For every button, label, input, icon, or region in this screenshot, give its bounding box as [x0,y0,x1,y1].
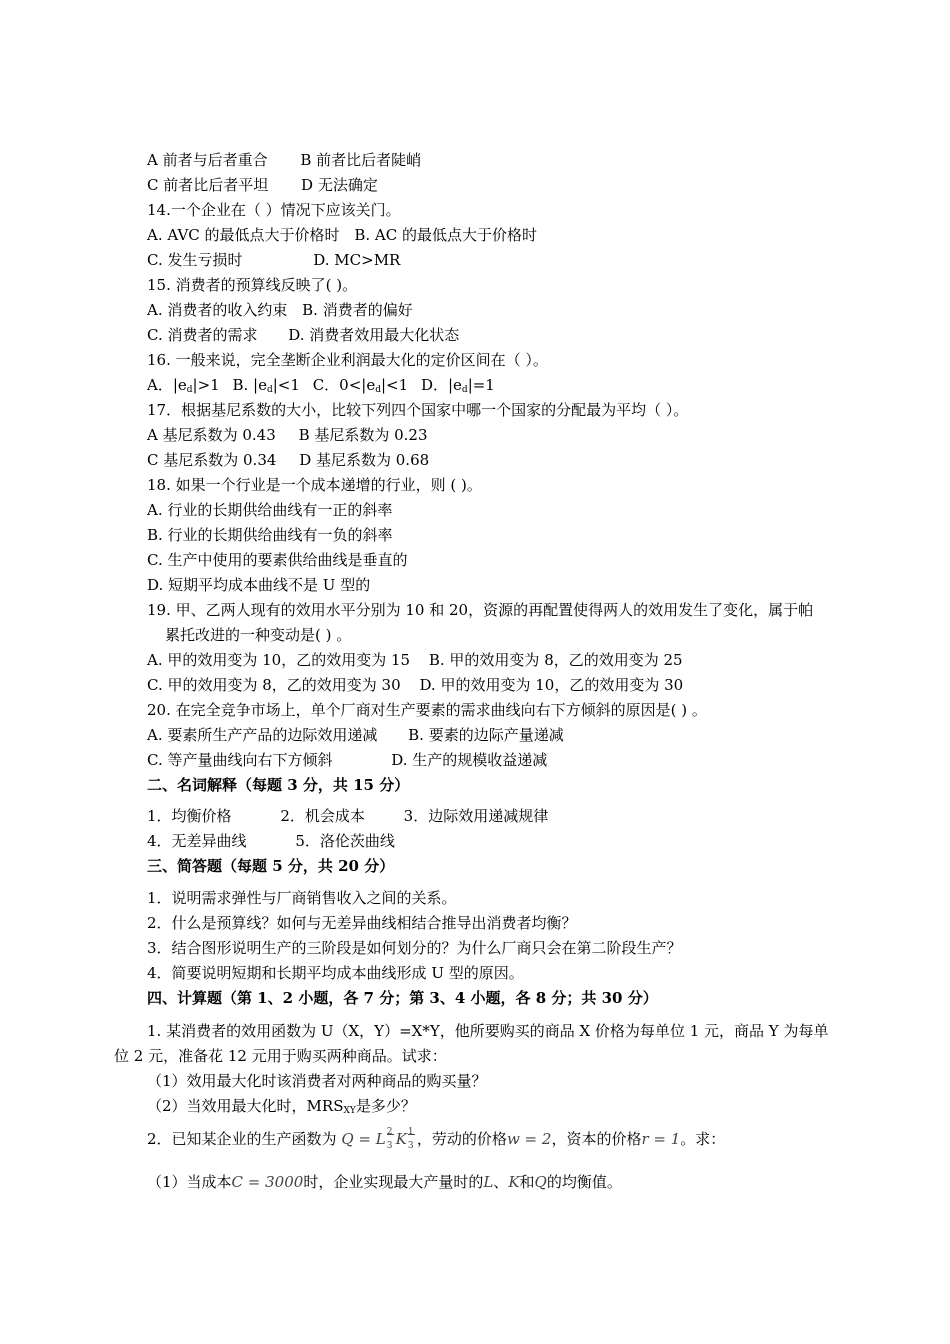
cost-value: C = 3000 [231,1173,304,1191]
term-5: 5．洛伦茨曲线 [295,832,395,850]
q17-options-row2 [147,450,429,470]
option-c: C. 等产量曲线向右下方倾斜 [147,751,333,769]
q14-options-row1 [147,225,537,245]
short-answer-3: 3．结合图形说明生产的三阶段是如何划分的？为什么厂商只会在第二阶段生产？ [147,939,682,957]
q19-options-row2 [147,675,683,695]
option-a: A 基尼系数为 0.43 [147,426,276,444]
section-2-heading: 二、名词解释（每题 3 分，共 15 分） [147,776,410,794]
q15-options-row1 [147,300,413,320]
short-answer-1: 1．说明需求弹性与厂商销售收入之间的关系。 [147,889,457,907]
problem-2-stem: 2．已知某企业的生产函数为 Q = L 2 3 K 1 3 ，劳动的价格w = 2，资本的价格r = 1。求： [147,1127,726,1151]
option-a: A. 要素所生产产品的边际效用递减 [147,726,378,744]
q13-options-row2 [147,175,378,195]
problem-2-sub1: （1）当成本C = 3000时，企业实现最大产量时的L、K和Q的均衡值。 [147,1173,622,1191]
option-b: B. $|e_d|<1$ [232,376,300,395]
option-b: B. 甲的效用变为 8，乙的效用变为 25 [428,651,683,669]
option-a: A. AVC 的最低点大于价格时 [147,226,340,244]
problem-1-line2: 位 2 元，准备花 12 元用于购买两种商品。试求： [114,1047,447,1065]
option-d: D 基尼系数为 0.68 [299,451,430,469]
q20-stem: 20. 在完全竞争市场上，单个厂商对生产要素的需求曲线向右下方倾斜的原因是( ) 。 [147,701,707,719]
q14-options-row2 [147,250,400,270]
option-c: C 前者比后者平坦 [147,176,269,194]
option-c: C. 消费者的需求 [147,326,258,344]
option-d: D. 甲的效用变为 10，乙的效用变为 30 [419,676,684,694]
section-3-heading: 三、简答题（每题 5 分，共 20 分） [147,857,395,875]
q18-stem: 18. 如果一个行业是一个成本递增的行业，则 ( )。 [147,476,482,494]
q15-options-row2 [147,325,459,345]
option-b: B. AC 的最低点大于价格时 [354,226,537,244]
option-d: D. 消费者效用最大化状态 [288,326,460,344]
option-c: C. 发生亏损时 [147,251,243,269]
option-a: A. 甲的效用变为 10，乙的效用变为 15 [147,651,411,669]
option-b: B. 消费者的偏好 [302,301,413,319]
q16-options [147,375,495,400]
q18-option-b: B. 行业的长期供给曲线有一负的斜率 [147,526,393,544]
q19-stem-line1: 19. 甲、乙两人现有的效用水平分别为 10 和 20，资源的再配置使得两人的效用发生了变化，属于帕 [147,601,814,619]
option-c: C．$0<|e_d|<1$ [312,376,409,395]
term-1: 1．均衡价格 [147,807,232,825]
option-d: D．$|e_d|=1$ [420,376,495,395]
capital-price: r = 1 [641,1130,681,1148]
term-4: 4．无差异曲线 [147,832,247,850]
q20-options-row2 [147,750,547,770]
q18-option-c: C. 生产中使用的要素供给曲线是垂直的 [147,551,408,569]
q18-option-d: D. 短期平均成本曲线不是 U 型的 [147,576,371,594]
option-d: D. 生产的规模收益递减 [391,751,548,769]
q19-options-row1 [147,650,683,670]
problem-1-sub1: （1）效用最大化时该消费者对两种商品的购买量？ [147,1072,487,1090]
short-answer-2: 2．什么是预算线？如何与无差异曲线相结合推导出消费者均衡？ [147,914,577,932]
q17-options-row1 [147,425,428,445]
option-a: A．$|e_d|>1$ [147,376,220,395]
short-answer-4: 4．简要说明短期和长期平均成本曲线形成 U 型的原因。 [147,964,524,982]
option-b: B 前者比后者陡峭 [300,151,422,169]
option-b: B. 要素的边际产量递减 [408,726,564,744]
option-c: C. 甲的效用变为 8，乙的效用变为 30 [147,676,401,694]
q16-stem: 16. 一般来说，完全垄断企业利润最大化的定价区间在（ ）。 [147,351,548,369]
terms-row1 [147,806,548,826]
q19-stem-line2: 累托改进的一种变动是( ) 。 [165,626,352,644]
term-3: 3．边际效用递减规律 [403,807,549,825]
option-d: D 无法确定 [301,176,378,194]
problem-1-line1: 1. 某消费者的效用函数为 U（X，Y）=X*Y，他所要购买的商品 X 价格为每单位 1 元，商品 Y 为每单 [147,1022,829,1040]
option-a: A. 消费者的收入约束 [147,301,288,319]
production-function: Q = L 2 3 K 1 3 [341,1127,414,1151]
option-c: C 基尼系数为 0.34 [147,451,277,469]
option-b: B 基尼系数为 0.23 [298,426,428,444]
q14-stem: 14.一个企业在（ ）情况下应该关门。 [147,201,401,219]
term-2: 2．机会成本 [280,807,365,825]
terms-row2 [147,831,395,851]
problem-1-sub2: （2）当效用最大化时，$MRS_{XY}$是多少？ [147,1097,416,1116]
option-d: D. MC>MR [313,251,401,269]
section-4-heading: 四、计算题（第 1、2 小题，各 7 分；第 3、4 小题，各 8 分；共 30 分） [147,989,658,1007]
q17-stem: 17．根据基尼系数的大小，比较下列四个国家中哪一个国家的分配最为平均（ ）。 [147,401,689,419]
labor-price: w = 2 [506,1130,552,1148]
q18-option-a: A. 行业的长期供给曲线有一正的斜率 [147,501,393,519]
q13-options-row1 [147,150,421,170]
q15-stem: 15. 消费者的预算线反映了( )。 [147,276,358,294]
q20-options-row1 [147,725,564,745]
option-a: A 前者与后者重合 [147,151,268,169]
